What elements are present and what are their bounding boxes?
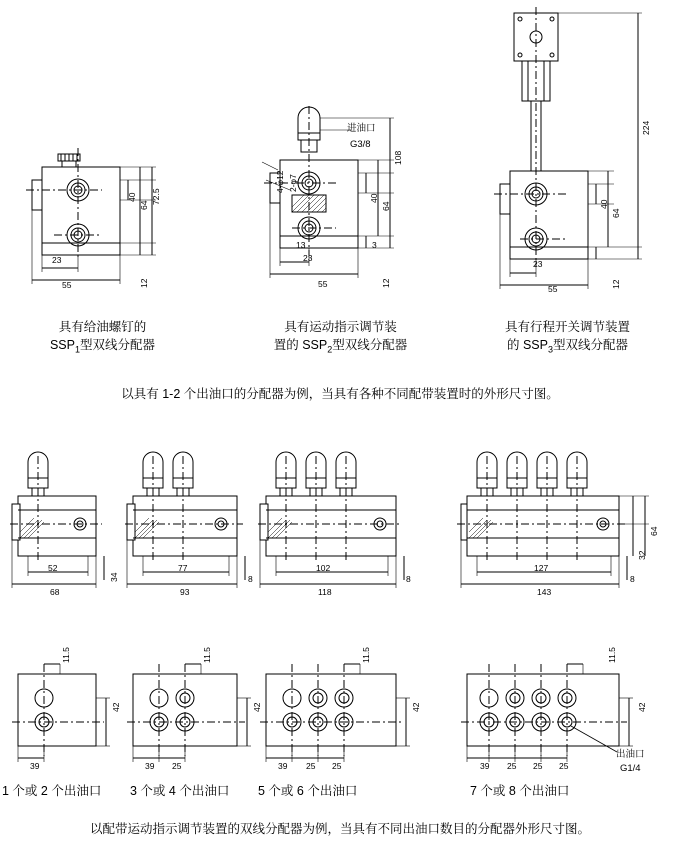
dim-top2-40: 40 — [369, 193, 379, 203]
label-top2-hole1: 4-φ12 — [275, 170, 285, 193]
dim-top2-12: 12 — [381, 278, 391, 288]
dim-top2-23: 23 — [303, 253, 313, 263]
dim-mid1-34: 34 — [109, 572, 119, 582]
figure-bot-1 — [10, 660, 120, 770]
caption-top-1 — [0, 318, 205, 357]
dim-bot4-39: 39 — [480, 761, 490, 771]
dim-bot3-42: 42 — [411, 702, 421, 712]
dim-top1-55: 55 — [62, 280, 72, 290]
label-bot4-thread: G1/4 — [620, 763, 641, 774]
dim-mid1-68: 68 — [50, 587, 60, 597]
figure-mid-3 — [258, 420, 413, 600]
dim-top3-55: 55 — [548, 284, 558, 294]
dim-top3-64: 64 — [611, 208, 621, 218]
dim-mid1-52: 52 — [48, 563, 58, 573]
dim-top1-23: 23 — [52, 255, 62, 265]
dim-bot4-25b: 25 — [533, 761, 543, 771]
dim-bot3-25b: 25 — [332, 761, 342, 771]
label-top2-hole2: 2-φ7 — [288, 174, 298, 192]
dim-bot3-39: 39 — [278, 761, 288, 771]
dim-mid2-77: 77 — [178, 563, 188, 573]
dim-mid4-143: 143 — [537, 587, 552, 597]
figure-mid-1 — [10, 420, 120, 600]
dim-mid2-8: 8 — [248, 574, 253, 584]
dim-mid4-64: 64 — [649, 526, 659, 536]
dim-bot2-39: 39 — [145, 761, 155, 771]
label-bot4-port: 出油口 — [616, 749, 645, 760]
dim-mid3-8: 8 — [406, 574, 411, 584]
caption-top-3-line1: 具有行程开关调节装置 — [504, 320, 630, 334]
dim-bot2-11_5: 11.5 — [202, 647, 212, 663]
dim-top2-64: 64 — [381, 201, 391, 211]
caption-top-2-line1: 具有运动指示调节装 — [284, 320, 397, 334]
figure-top-2 — [240, 100, 440, 310]
caption-bot-2: 3 个或 4 个出油口 — [130, 784, 230, 798]
dim-top1-12: 12 — [139, 278, 149, 288]
label-top2-3: 3 — [372, 240, 377, 250]
title-bottom: 以配带运动指示调节装置的双线分配器为例，当具有不同出油口数目的分配器外形尺寸图。 — [89, 822, 590, 836]
dim-top2-108: 108 — [393, 150, 403, 165]
dim-top1-64: 64 — [139, 200, 149, 210]
dim-top3-12: 12 — [611, 279, 621, 289]
caption-bot-4: 7 个或 8 个出油口 — [470, 784, 570, 798]
dim-bot2-42: 42 — [252, 702, 262, 712]
title-middle: 以具有 1-2 个出油口的分配器为例，当具有各种不同配带装置时的外形尺寸图。 — [121, 387, 559, 401]
caption-top-1-line1: 具有给油螺钉的 — [58, 320, 147, 334]
dim-bot4-11_5: 11.5 — [607, 647, 617, 663]
dim-bot2-25: 25 — [172, 761, 182, 771]
figure-bot-2 — [125, 660, 255, 770]
dim-bot4-25a: 25 — [507, 761, 517, 771]
caption-bot-3: 5 个或 6 个出油口 — [258, 784, 358, 798]
dim-top3-23: 23 — [533, 259, 543, 269]
label-top2-port: 进油口 — [347, 123, 376, 134]
label-top2-thread: G3/8 — [350, 139, 371, 150]
figure-bot-3 — [258, 660, 413, 770]
caption-bot-1: 1 个或 2 个出油口 — [2, 784, 102, 798]
dim-top1-72_5: 72.5 — [151, 188, 161, 205]
dim-bot4-42: 42 — [637, 702, 647, 712]
dim-bot1-42: 42 — [111, 702, 121, 712]
dim-bot1-11_5: 11.5 — [61, 647, 71, 663]
dim-mid2-93: 93 — [180, 587, 190, 597]
dim-bot3-11_5: 11.5 — [361, 647, 371, 663]
dim-top3-224: 224 — [641, 120, 651, 135]
dim-top2-55: 55 — [318, 279, 328, 289]
caption-top-3-line2: 的 $SSP_3$型双线分配器 — [506, 338, 629, 355]
dim-bot4-25c: 25 — [559, 761, 569, 771]
figure-mid-4 — [455, 420, 655, 600]
caption-top-3 — [460, 318, 675, 357]
dim-bot3-25a: 25 — [306, 761, 316, 771]
caption-top-2 — [238, 318, 443, 357]
dim-mid3-118: 118 — [318, 587, 332, 597]
dim-mid4-32: 32 — [637, 550, 647, 560]
figure-mid-2 — [125, 420, 255, 600]
dim-top1-40: 40 — [127, 192, 137, 202]
label-top2-13: 13 — [296, 240, 306, 250]
dim-mid4-127: 127 — [534, 563, 549, 573]
dim-top3-40: 40 — [599, 199, 609, 209]
caption-top-1-line2: $SSP_1$型双线分配器 — [49, 338, 156, 355]
caption-top-2-line2: 置的 $SSP_2$型双线分配器 — [273, 338, 408, 355]
dim-bot1-39: 39 — [30, 761, 40, 771]
figure-top-3 — [470, 5, 670, 305]
dim-mid3-102: 102 — [316, 563, 331, 573]
figure-top-1 — [20, 140, 200, 310]
dim-mid4-8: 8 — [630, 574, 635, 584]
